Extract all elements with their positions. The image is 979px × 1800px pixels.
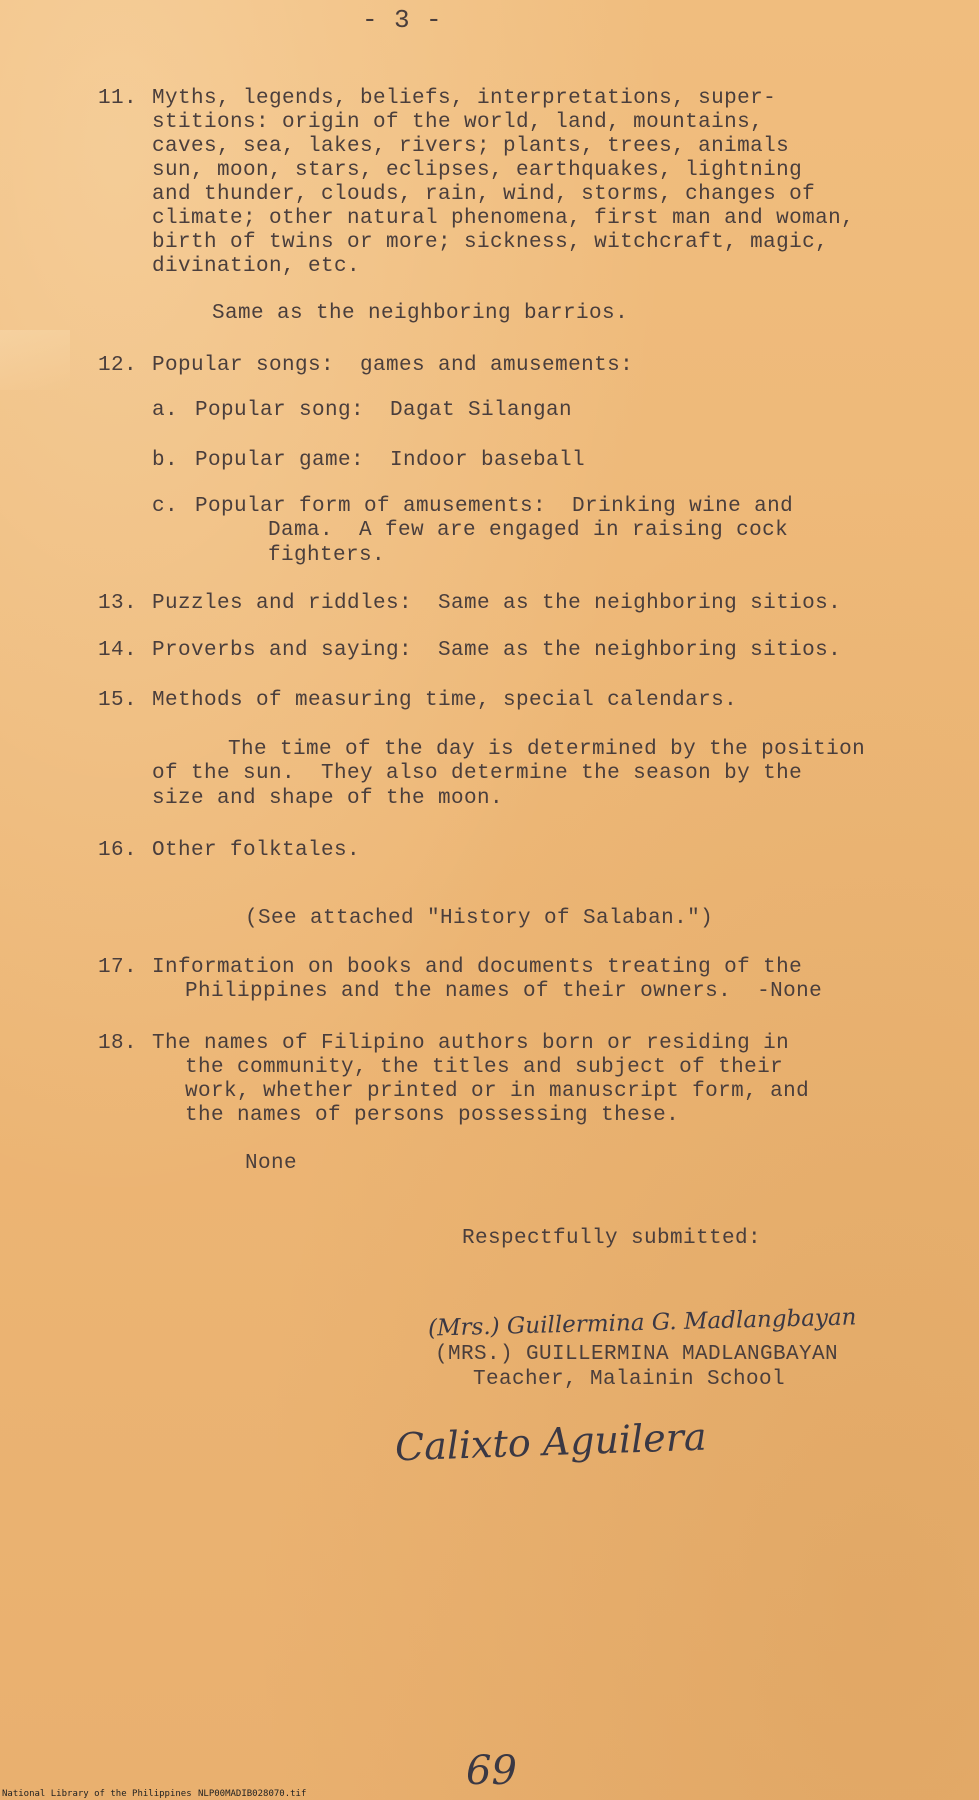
item-18-line-4: the names of persons possessing these. (185, 1104, 680, 1127)
item-17-number: 17. (98, 956, 138, 979)
item-11-line-7: birth of twins or more; sickness, witchcraft, magic, (152, 231, 829, 254)
item-17-line-1: Information on books and documents treating of the (152, 956, 803, 979)
item-13-number: 13. (98, 592, 138, 615)
item-12b-text: Popular game: Indoor baseball (195, 449, 586, 472)
item-18-line-3: work, whether printed or in manuscript form, and (185, 1080, 810, 1103)
item-15-number: 15. (98, 689, 138, 712)
item-12c-line-2: Dama. A few are engaged in raising cock (268, 519, 789, 542)
second-signature: Calixto Aguilera (394, 1414, 708, 1470)
item-18-line-2: the community, the titles and subject of their (185, 1056, 784, 1079)
item-11-line-5: and thunder, clouds, rain, wind, storms, changes of (152, 183, 816, 206)
item-16-answer: (See attached "History of Salaban.") (245, 907, 714, 930)
footer-library: National Library of the Philippines (2, 1789, 192, 1799)
item-18-answer: None (245, 1152, 298, 1175)
item-18-number: 18. (98, 1032, 138, 1055)
item-11-line-1: Myths, legends, beliefs, interpretations, super- (152, 87, 777, 110)
closing-text: Respectfully submitted: (462, 1227, 762, 1250)
item-16-number: 16. (98, 839, 138, 862)
item-12-number: 12. (98, 354, 138, 377)
item-18-line-1: The names of Filipino authors born or residing in (152, 1032, 790, 1055)
handwritten-signature: (Mrs.) Guillermina G. Madlangbayan (427, 1304, 857, 1342)
item-15-answer-line-2: of the sun. They also determine the season by the (152, 762, 803, 785)
item-14-number: 14. (98, 639, 138, 662)
item-12c-line-1: Popular form of amusements: Drinking wine and (195, 495, 794, 518)
item-12a-text: Popular song: Dagat Silangan (195, 399, 573, 422)
item-11-line-2: stitions: origin of the world, land, mountains, (152, 111, 764, 134)
item-11-answer: Same as the neighboring barrios. (212, 302, 629, 325)
item-12-heading: Popular songs: games and amusements: (152, 354, 634, 377)
item-13-text: Puzzles and riddles: Same as the neighboring sitios. (152, 592, 842, 615)
item-15-text: Methods of measuring time, special calendars. (152, 689, 738, 712)
item-14-text: Proverbs and saying: Same as the neighboring sitios. (152, 639, 842, 662)
handwritten-page-number: 69 (466, 1748, 517, 1794)
signer-title: Teacher, Malainin School (473, 1368, 786, 1391)
item-12a-label: a. (152, 399, 179, 422)
item-11-line-4: sun, moon, stars, eclipses, earthquakes, lightning (152, 159, 803, 182)
paper-crease (0, 330, 70, 390)
item-11-number: 11. (98, 87, 138, 110)
item-11-line-8: divination, etc. (152, 255, 361, 278)
item-15-answer-line-1: The time of the day is determined by the position (228, 738, 866, 761)
item-16-text: Other folktales. (152, 839, 361, 862)
item-11-line-3: caves, sea, lakes, rivers; plants, trees, animals (152, 135, 790, 158)
item-12c-line-3: fighters. (268, 544, 386, 567)
footer-filename: NLP00MADIB028070.tif (198, 1789, 307, 1799)
item-17-line-2: Philippines and the names of their owners. -None (185, 980, 823, 1003)
item-12b-label: b. (152, 449, 179, 472)
item-15-answer-line-3: size and shape of the moon. (152, 787, 504, 810)
item-12c-label: c. (152, 495, 179, 518)
page-number: - 3 - (362, 5, 443, 35)
item-11-line-6: climate; other natural phenomena, first man and woman, (152, 207, 855, 230)
typed-name: (MRS.) GUILLERMINA MADLANGBAYAN (435, 1343, 839, 1366)
